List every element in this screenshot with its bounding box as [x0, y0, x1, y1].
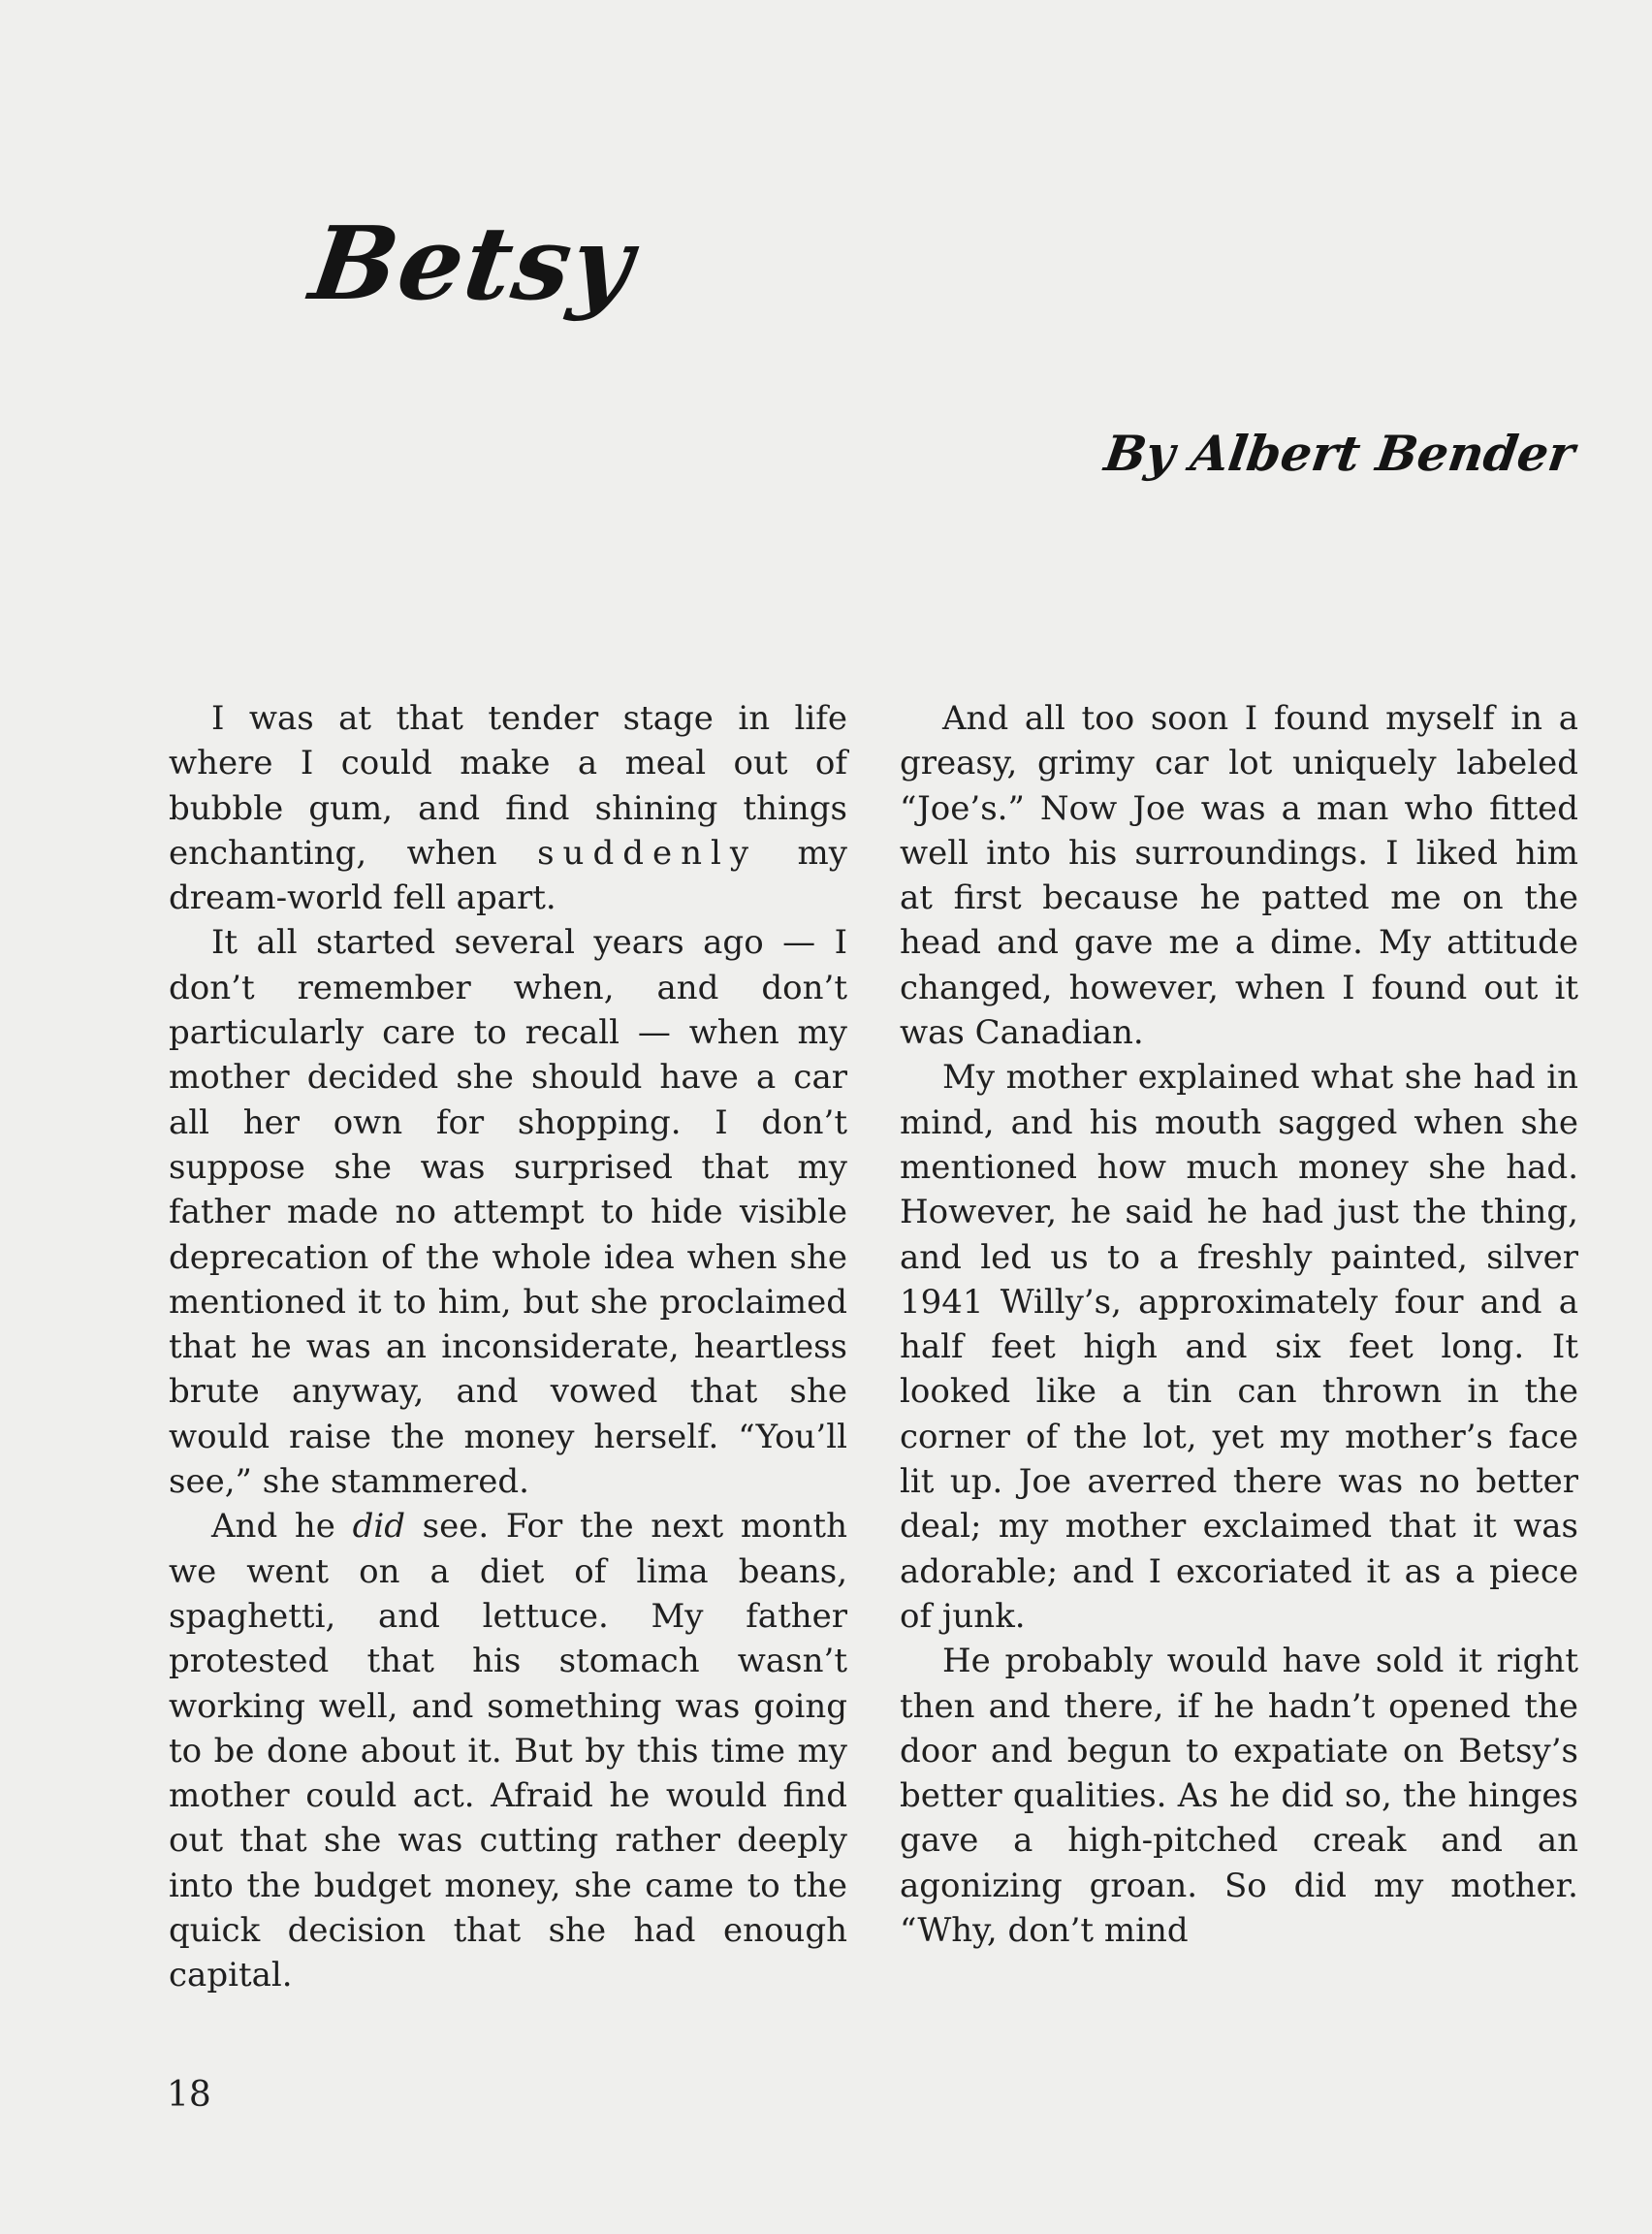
spaced-word: suddenly [537, 833, 758, 873]
story-title: Betsy [303, 204, 642, 323]
emphasis-word: did [352, 1507, 405, 1547]
paragraph-text: see. For the next month we went on a diet of lima beans, spaghetti, and lettuce. My father protested that his stomach wasn’t working well, and something was going to be done about it. But by this time my mother could act. Afraid he would find out that she was cutting rather deeply into the budget money, she came to the quick decision that she had enough capital. [169, 1507, 847, 1995]
text-column-left [169, 696, 847, 1998]
author-byline: By Albert Bender [1101, 425, 1579, 482]
paragraph: And all too soon I found myself in a greasy, grimy car lot uniquely labeled “Joe’s.” Now Joe was a man who fitted well into his surroundings. I liked him at first because he patted me on the head and gave me a dime. My attitude changed, however, when I found out it was Canadian. [900, 699, 1578, 1053]
paragraph-text: my dream-world fell apart. [169, 833, 847, 918]
text-column-right [900, 696, 1578, 1953]
paragraph [169, 1504, 847, 1997]
paragraph-text: And he [211, 1507, 353, 1547]
paragraph: It all started several years ago — I don’t remember when, and don’t particularly care to recall — when my mother decided she should have a car all her own for shopping. I don’t suppose she was surprised that my father made no attempt to hide visible deprecation of the whole idea when she mentioned it to him, but she proclaimed that he was an inconsiderate, heartless brute anyway, and vowed that she would raise the money herself. “You’ll see,” she stammered. [169, 923, 847, 1502]
paragraph [169, 696, 847, 920]
paragraph-text: I was at that tender stage in life where I could make a meal out of bubble gum, and find shining things enchanting, when [169, 699, 847, 873]
paragraph: My mother explained what she had in mind, and his mouth sagged when she mentioned how much money she had. However, he said he had just the thing, and led us to a freshly painted, silver 1941 Willy’s, approximately four and a half feet high and six feet long. It looked like a tin can thrown in the corner of the lot, yet my mother’s face lit up. Joe averred there was no better deal; my mother exclaimed that it was adorable; and I excoriated it as a piece of junk. [900, 1058, 1578, 1636]
page-number: 18 [167, 2075, 211, 2115]
paragraph: He probably would have sold it right then and there, if he hadn’t opened the door and begun to expatiate on Betsy’s better qualities. As he did so, the hinges gave a high-pitched creak and an agonizing groan. So did my mother. “Why, don’t mind [900, 1642, 1578, 1951]
